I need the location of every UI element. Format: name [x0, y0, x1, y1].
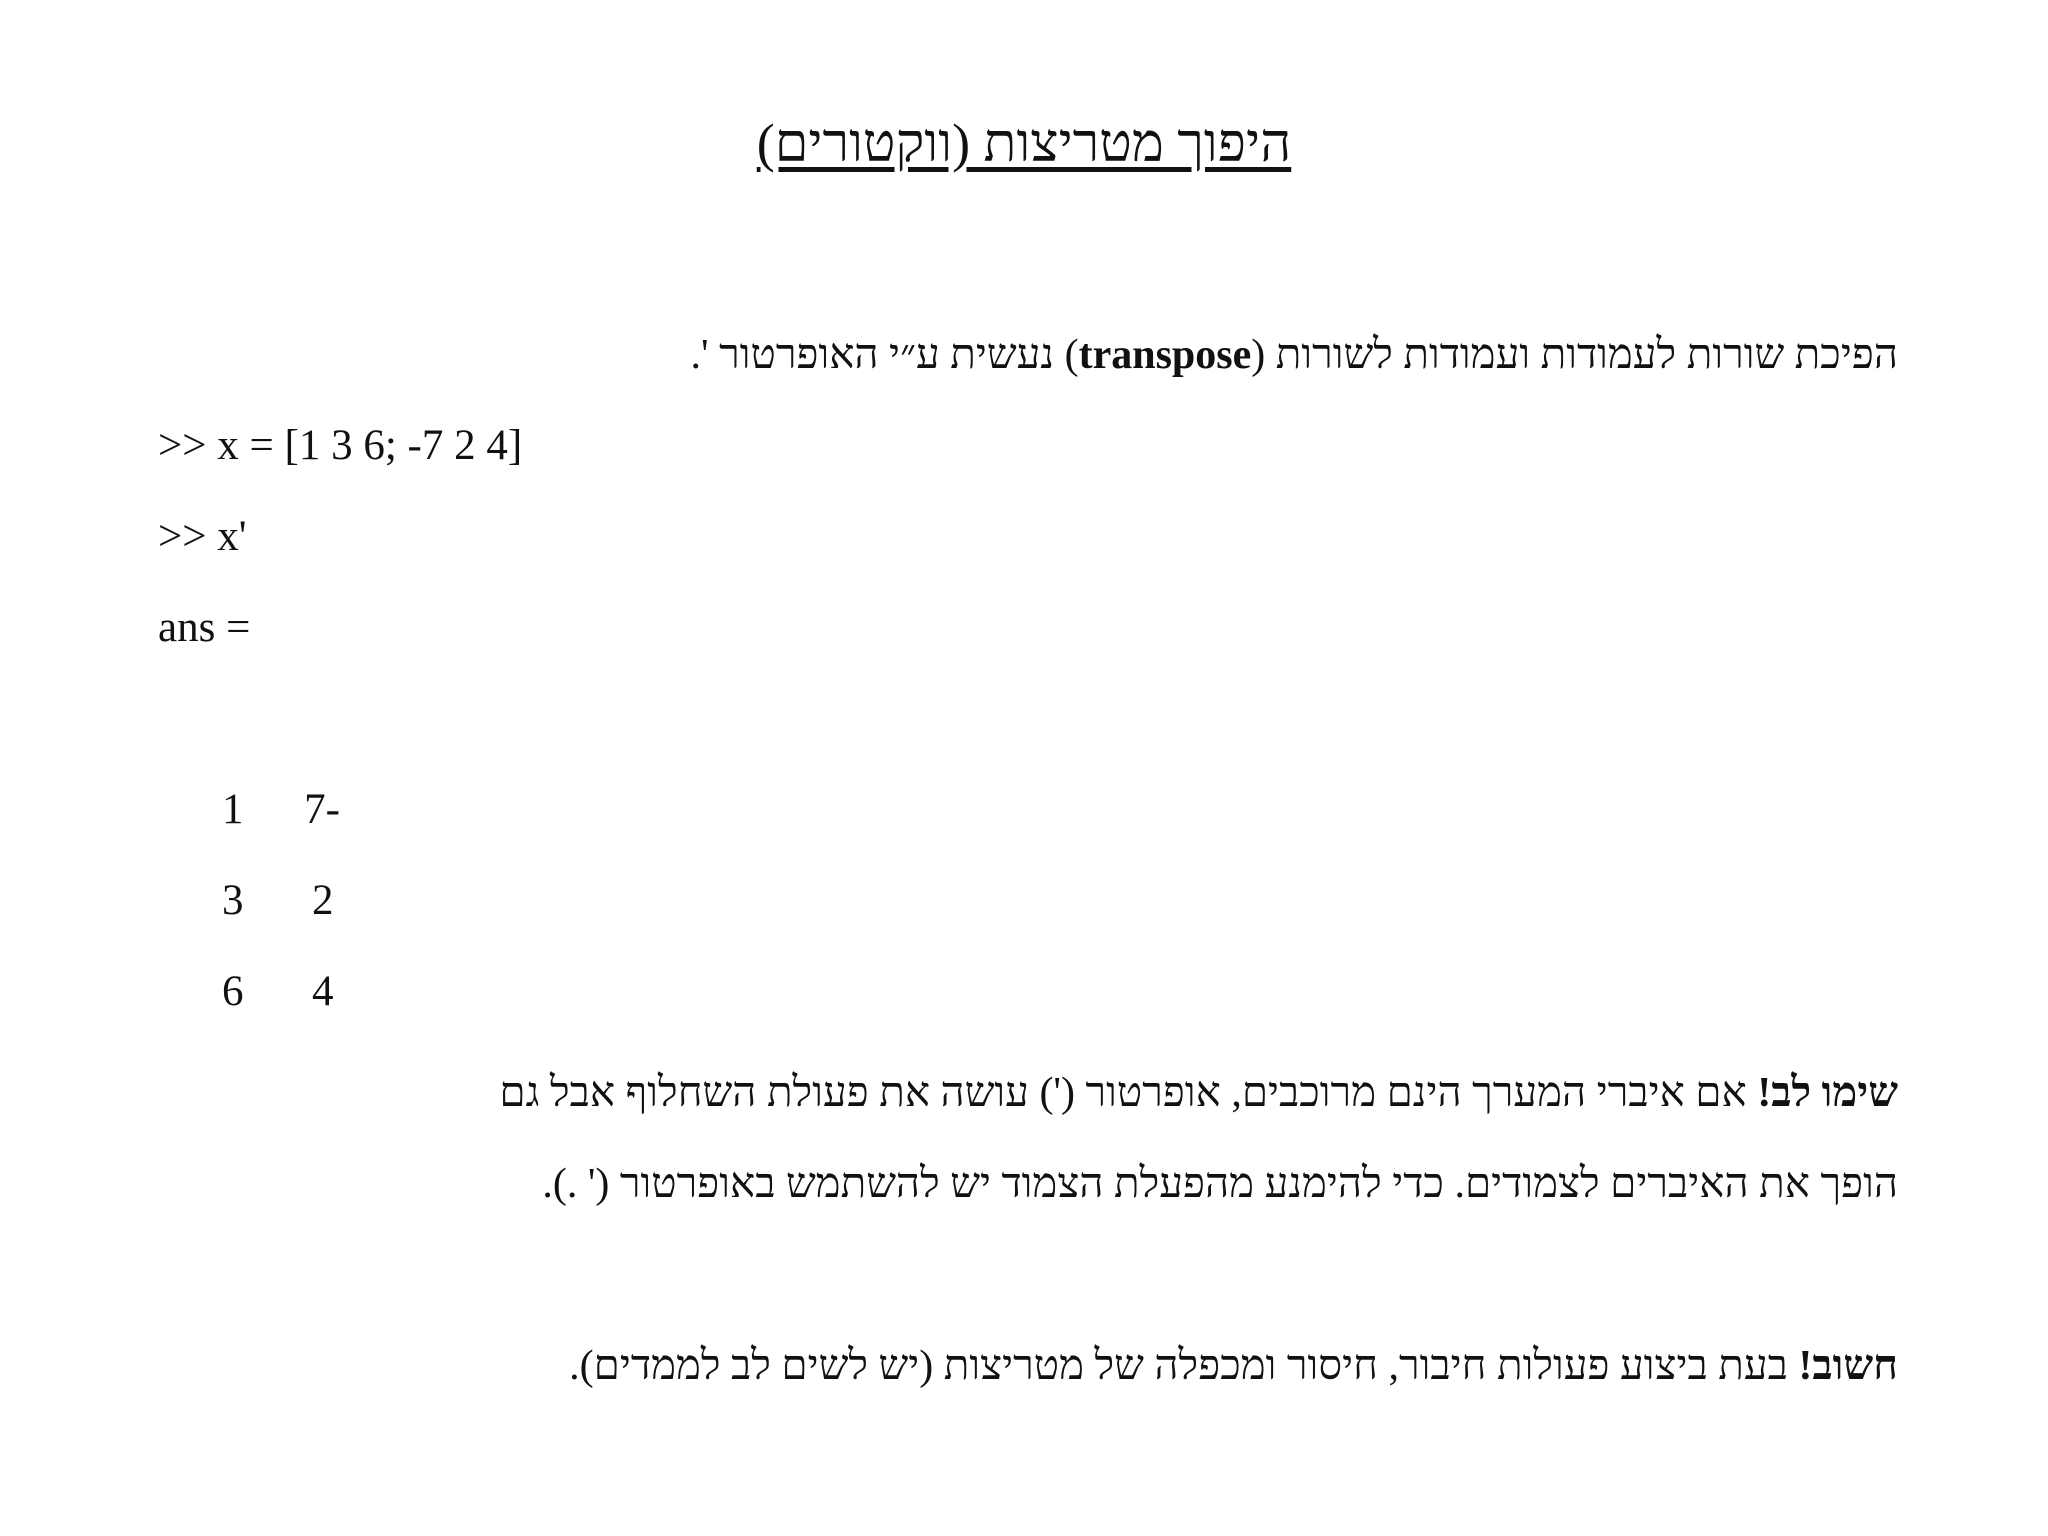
note-text-1: אם איברי המערך הינם מרוכבים, אופרטור (') עושה את פעולת השחלוף אבל גם: [499, 1070, 1758, 1116]
matrix-cell: 1: [222, 786, 244, 833]
matrix-cell: 4: [312, 968, 334, 1015]
intro-paragraph: [691, 327, 1899, 383]
intro-text-before: הפיכת שורות לעמודות ועמודות לשורות (: [1251, 332, 1898, 378]
intro-text-after: ) נעשית ע״י האופרטור '.: [690, 332, 1079, 378]
code-line-ans: ans =: [158, 604, 251, 651]
matrix-cell: -7: [304, 786, 340, 833]
matrix-cell: 2: [312, 877, 334, 924]
matrix-cell: 3: [222, 877, 244, 924]
transpose-keyword: transpose: [1078, 332, 1252, 378]
important-text: בעת ביצוע פעולות חיבור, חיסור ומכפלה של מטריצות (יש לשים לב לממדים).: [569, 1343, 1799, 1389]
code-line-assign: >> x = [1 3 6; -7 2 4]: [158, 422, 523, 469]
note-line-2: הופך את האיברים לצמודים. כדי להימנע מהפעלת הצמוד יש להשתמש באופרטור (' .).: [542, 1161, 1898, 1207]
note-label: שימו לב!: [1757, 1070, 1898, 1116]
page-title: היפוך מטריצות (ווקטורים): [756, 113, 1292, 173]
matrix-cell: 6: [222, 968, 244, 1015]
code-line-transpose: >> x': [158, 513, 247, 560]
note-line-1: [499, 1065, 1898, 1121]
important-line: [569, 1338, 1898, 1394]
important-label: חשוב!: [1798, 1343, 1898, 1389]
